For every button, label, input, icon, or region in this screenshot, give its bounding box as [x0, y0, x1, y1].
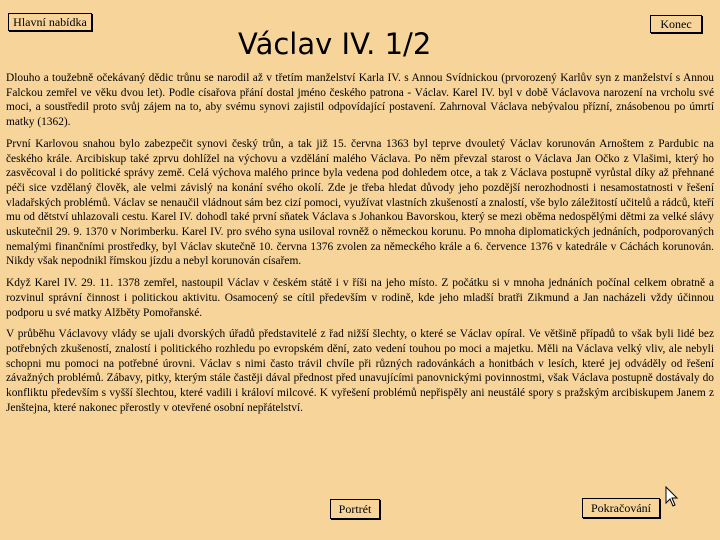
page-title: Václav IV. 1/2: [238, 27, 432, 61]
mouse-cursor-icon: [665, 486, 679, 508]
next-button[interactable]: Pokračování: [582, 498, 660, 518]
paragraph: Dlouho a toužebně očekávaný dědic trůnu se narodil až v třetím manželství Karla IV. s Annou Svídnickou (prvorozený Karlův syn z manželství s Annou Falckou zemřel ve věku dvou let). Podle císařova přání dostal jméno českého patrona - Václav. Karel IV. byl v době Václavova narození na vrcholu své moci, a soustředil proto svůj zájem na to, aby svému synovi zajistil odpovídající postavení. Zahrnoval Václava nebývalou přízní, znásobenou po úmrtí matky (1362).: [6, 72, 714, 129]
article-body: [6, 71, 714, 422]
end-button[interactable]: Konec: [650, 15, 702, 33]
portrait-button[interactable]: Portrét: [330, 499, 380, 519]
main-menu-button[interactable]: Hlavní nabídka: [8, 13, 92, 31]
paragraph: Když Karel IV. 29. 11. 1378 zemřel, nastoupil Václav v českém státě i v říši na jeho místo. Z počátku si v mnoha jednáních počínal celkem obratně a rozvinul správní činnost i politickou aktivitu. Osamocený se cítil především v rodině, kde jeho mladší bratři Zikmund a Jan nacházeli vždy účinnou podporu u své matky Alžběty Pomořanské.: [6, 277, 714, 319]
paragraph: První Karlovou snahou bylo zabezpečit synovi český trůn, a tak již 15. června 1363 byl teprve dvouletý Václav korunován Arnoštem z Pardubic na českého krále. Arcibiskup také zprvu dohlížel na výchovu a vzdělání malého Václava. Po něm převzal starost o Václava Jan Očko z Vlašimi, který ho zasvěcoval i do politické správy země. Celá výchova malého prince byla vedena pod dohledem otce, a tak z Václava postupně vyrůstal díky až přehnané péči sice vzdělaný člověk, ale velmi závislý na konání svého okolí. Zde je třeba hledat důvody jeho pozdější nerozhodnosti i nesamostatnosti v řešení vladařských problémů. Václav se nenaučil vládnout sám bez cizí pomoci, využívat vlastních zkušeností a znalostí, vše bylo záležitostí učitelů a rádců, kteří mu od dětství uhlazovali cestu. Karel IV. dohodl také první sňatek Václava s Johankou Bavorskou, který se mezi oběma nedospělými dětmi za velké slávy uskutečnil 29. 9. 1370 v Norimberku. Karel IV. pro svého syna usiloval rovněž o německou korunu. Po mnoha diplomatických jednáních, podporovaných nemalými finančními prostředky, byl Václav skutečně 10. června 1376 zvolen za německého krále a 6. července 1376 v katedrále v Cáchách korunován. Nikdy však nepodnikl římskou jízdu a nebyl korunován císařem.: [6, 137, 714, 268]
paragraph: V průběhu Václavovy vlády se ujali dvorských úřadů představitelé z řad nižší šlechty, o které se Václav opíral. Ve většině případů to však byli lidé bez potřebných zkušeností, znalostí i politického rozhledu po evropském dění, zato vedení touhou po moci a majetku. Měli na Václava velký vliv, ale nebyli schopni mu pomoci na potřebné úrovni. Václav s nimi často trávil chvíle při různých radovánkách a honitbách v lesích, které jej odváděly od řešení závažných problémů. Zábavy, pitky, kterým stále častěji dával přednost před unavujícími panovnickými povinnostmi, však Václava postupně dostávaly do konfliktu především s vyšší šlechtou, které vadili i královí milcové. K vyřešení problémů nepřispěly ani neustálé spory s pražským arcibiskupem Janem z Jenštejna, které nakonec přerostly v otevřené osobní nepřátelství.: [6, 328, 714, 414]
